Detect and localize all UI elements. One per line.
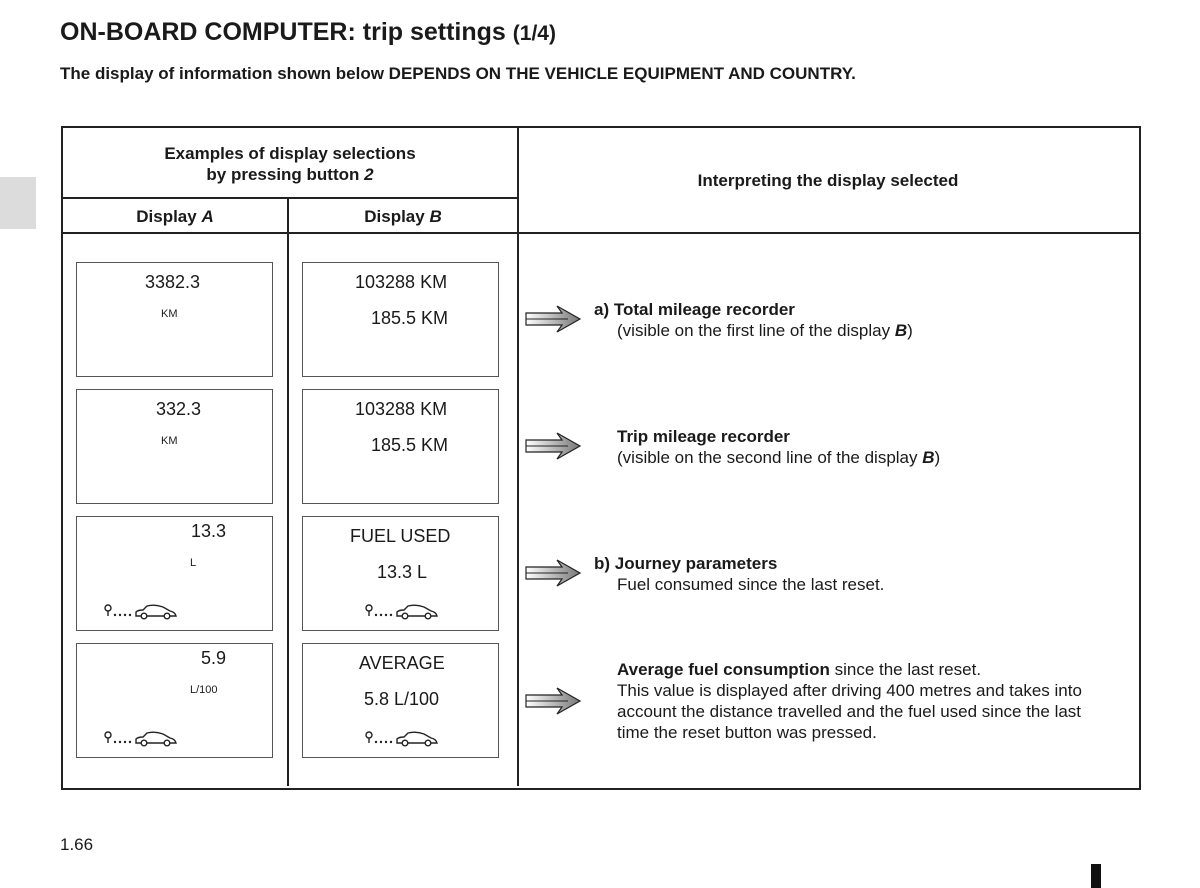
display-a-value: 13.3 xyxy=(191,521,227,541)
divider-interpret xyxy=(517,128,519,786)
display-b-line2: 185.5 KM xyxy=(371,435,449,455)
description-total-mileage: a) Total mileage recorder (visible on the first line of the display B) xyxy=(594,300,913,340)
double-line-arrow-icon xyxy=(524,304,582,334)
page-title-text: ON-BOARD COMPUTER: trip settings xyxy=(60,18,506,46)
display-a-unit: KM xyxy=(161,308,178,320)
trip-car-icon xyxy=(364,730,440,748)
description-trip-mileage: Trip mileage recorder (visible on the second line of the display B) xyxy=(617,427,941,467)
display-a-value: 5.9 xyxy=(201,648,227,668)
display-a-value: 3382.3 xyxy=(145,272,201,292)
double-line-arrow-icon xyxy=(524,686,582,716)
display-b-line1: FUEL USED xyxy=(350,526,451,546)
examples-header-line2: by pressing button 2 xyxy=(206,165,374,184)
description-average-consumption: Average fuel consumption since the last reset. This value is displayed after driving 400 metres and takes into account the distance travelled and the fuel used since the last time the reset button was pressed. xyxy=(617,660,1082,742)
divider-display-ab xyxy=(287,199,289,786)
display-b-line2: 5.8 L/100 xyxy=(364,689,440,709)
display-b-line2: 13.3 L xyxy=(377,562,428,582)
display-a-screen xyxy=(76,516,273,631)
page-title xyxy=(60,18,556,47)
display-b-screen xyxy=(302,516,499,631)
section-tab xyxy=(0,177,36,229)
page-number: 1.66 xyxy=(60,835,94,854)
display-b-screen xyxy=(302,262,499,377)
double-line-arrow-icon xyxy=(524,431,582,461)
display-a-value: 332.3 xyxy=(156,399,202,419)
display-b-screen xyxy=(302,389,499,504)
display-a-unit: KM xyxy=(161,435,178,447)
display-a-unit: L/100 xyxy=(190,684,218,696)
page-subtitle: The display of information shown below DEPENDS ON THE VEHICLE EQUIPMENT AND COUNTRY. xyxy=(60,64,856,83)
description-journey-parameters: b) Journey parameters Fuel consumed since the last reset. xyxy=(594,554,885,594)
divider-header-sub xyxy=(63,197,518,199)
trip-car-icon xyxy=(103,603,179,621)
display-a-screen xyxy=(76,389,273,504)
examples-header xyxy=(63,143,517,185)
display-a-screen xyxy=(76,262,273,377)
display-b-line1: 103288 KM xyxy=(355,272,448,292)
display-a-unit: L xyxy=(190,557,197,569)
display-b-screen xyxy=(302,643,499,758)
trip-car-icon xyxy=(103,730,179,748)
button-number: 2 xyxy=(364,165,374,184)
corner-mark xyxy=(1091,864,1101,888)
divider-header-body xyxy=(63,232,1139,234)
display-b-header: Display B xyxy=(364,207,442,226)
display-b-line1: 103288 KM xyxy=(355,399,448,419)
trip-car-icon xyxy=(364,603,440,621)
interpreting-header: Interpreting the display selected xyxy=(697,171,959,190)
display-b-line1: AVERAGE xyxy=(359,653,445,673)
display-b-line2: 185.5 KM xyxy=(371,308,449,328)
display-a-screen xyxy=(76,643,273,758)
display-a-header: Display A xyxy=(136,207,214,226)
double-line-arrow-icon xyxy=(524,558,582,588)
examples-header-line1: Examples of display selections xyxy=(164,144,416,163)
page-title-part: (1/4) xyxy=(512,22,556,45)
